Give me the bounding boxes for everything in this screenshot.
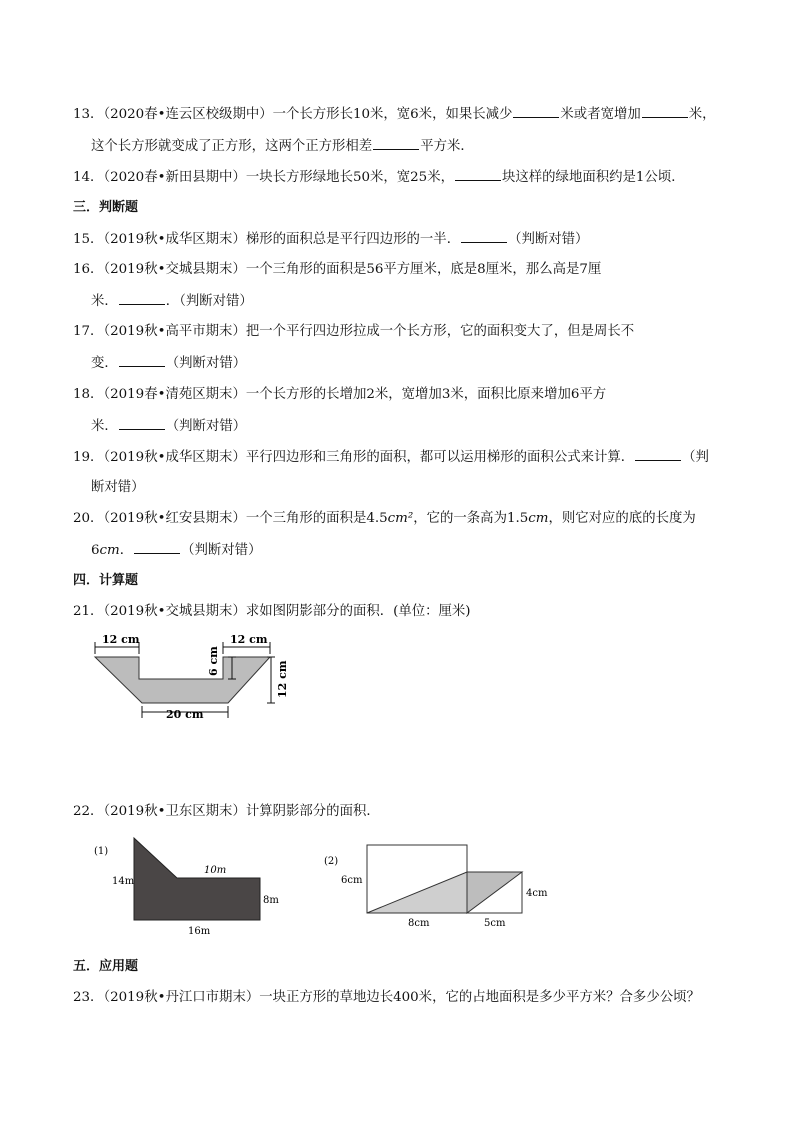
q20-unit-cm2: cm² [387,511,414,526]
answer-blank[interactable] [373,137,419,150]
fig1-right: 8m [263,895,279,906]
answer-blank[interactable] [119,292,165,305]
question-22: 22．（2019秋•卫东区期末）计算阴影部分的面积． [73,804,380,819]
fig2-bottom1: 8cm [408,918,430,929]
q19-text-a: 19．（2019秋•成华区期末）平行四边形和三角形的面积，都可以运用梯形的面积公式来计算． [73,450,635,465]
fig1-label: (1) [94,846,109,857]
dim-top-right: 12 cm [230,633,268,646]
shaded-region-2 [467,872,522,913]
fig1-bottom: 16m [188,926,211,937]
dim-inner-height: 6 cm [207,646,220,676]
q15-text-a: 15．（2019秋•成华区期末）梯形的面积总是平行四边形的一半． [73,232,461,247]
q13-text-line2a: 这个长方形就变成了正方形，这两个正方形相差 [91,139,373,154]
fig2-left: 6cm [341,875,363,886]
fig1-top: 10m [204,865,227,876]
q14-text-b: 块这样的绿地面积约是1公顷． [502,170,685,185]
question-18-line2 [91,417,246,436]
question-19-line1 [73,448,709,467]
fig2-bottom2: 5cm [484,918,506,929]
q20-text-a: 20．（2019秋•红安县期末）一个三角形的面积是4.5 [73,511,388,526]
shaded-region [95,657,270,703]
q13-text-a: 13．（2020春•连云区校级期中）一个长方形长10米，宽6米，如果长减少 [73,107,513,122]
dim-bottom: 20 cm [166,708,204,721]
q20-text-b: ，它的一条高为1.5 [413,511,529,526]
q13-text-b: 米或者宽增加 [560,107,641,122]
q20-text-line2c: （判断对错） [181,543,262,558]
fig1-left: 14m [112,876,135,887]
q18-text-line2b: （判断对错） [165,419,247,434]
answer-blank[interactable] [461,230,507,243]
q16-text-line2a: 米． [91,294,118,309]
q17-text-line2b: （判断对错） [165,356,247,371]
q14-text-a: 14．（2020春•新田县期中）一块长方形绿地长50米，宽25米， [73,170,454,185]
shaded-region [134,838,260,920]
q15-text-b: （判断对错） [508,232,589,247]
q19-text-b: （判 [682,450,709,465]
question-14 [73,168,685,187]
section-title-application: 五．应用题 [73,959,139,974]
q20-text-line2a: 6 [91,543,100,558]
question-21: 21．（2019秋•交城县期末）求如图阴影部分的面积．(单位：厘米) [73,604,471,619]
q20-text-line2b: ． [119,543,134,558]
figure-q22-1 [92,828,287,948]
question-23: 23．（2019秋•丹江口市期末）一块正方形的草地边长400米，它的占地面积是多少平方米？合多少公顷？ [73,990,700,1005]
figure-q22-2 [322,840,552,935]
answer-blank[interactable] [134,541,180,554]
answer-blank[interactable] [119,417,165,430]
figure-q21-trapezoid-shaded [90,632,300,722]
fig2-label: (2) [324,856,339,867]
question-17-line2 [91,354,246,373]
shaded-region [367,872,467,913]
fig2-right: 4cm [526,888,548,899]
question-17-line1: 17．（2019秋•高平市期末）把一个平行四边形拉成一个长方形，它的面积变大了，但是周长不 [73,324,635,339]
section-title-judgement: 三．判断题 [73,200,139,215]
section-title-calculation: 四．计算题 [73,573,139,588]
question-20-line1 [73,510,696,528]
q16-text-line2b: ．（判断对错） [165,294,253,309]
answer-blank[interactable] [635,448,681,461]
q20-unit-cm-2: cm [99,543,120,558]
answer-blank[interactable] [119,354,165,367]
dim-top-left: 12 cm [102,633,140,646]
dim-outer-height: 12 cm [276,660,289,698]
answer-blank[interactable] [642,105,688,118]
question-16-line2 [91,292,253,311]
question-18-line1: 18．（2019春•清苑区期末）一个长方形的长增加2米，宽增加3米，面积比原来增加6平方 [73,387,607,402]
question-20-line2 [91,541,261,560]
question-16-line1: 16．（2019秋•交城县期末）一个三角形的面积是56平方厘米，底是8厘米，那么高是7厘 [73,262,602,277]
question-13-line1 [73,105,716,124]
q13-text-c: 米， [688,107,716,122]
q20-text-c: ，则它对应的底的长度为 [548,511,696,526]
question-13-line2 [91,137,474,156]
q18-text-line2a: 米． [91,419,118,434]
q17-text-line2a: 变． [91,356,118,371]
answer-blank[interactable] [455,168,501,181]
question-19-line2: 断对错） [91,480,145,495]
answer-blank[interactable] [513,105,559,118]
q20-unit-cm: cm [528,511,549,526]
question-15 [73,230,588,249]
q13-text-line2b: 平方米． [420,139,474,154]
